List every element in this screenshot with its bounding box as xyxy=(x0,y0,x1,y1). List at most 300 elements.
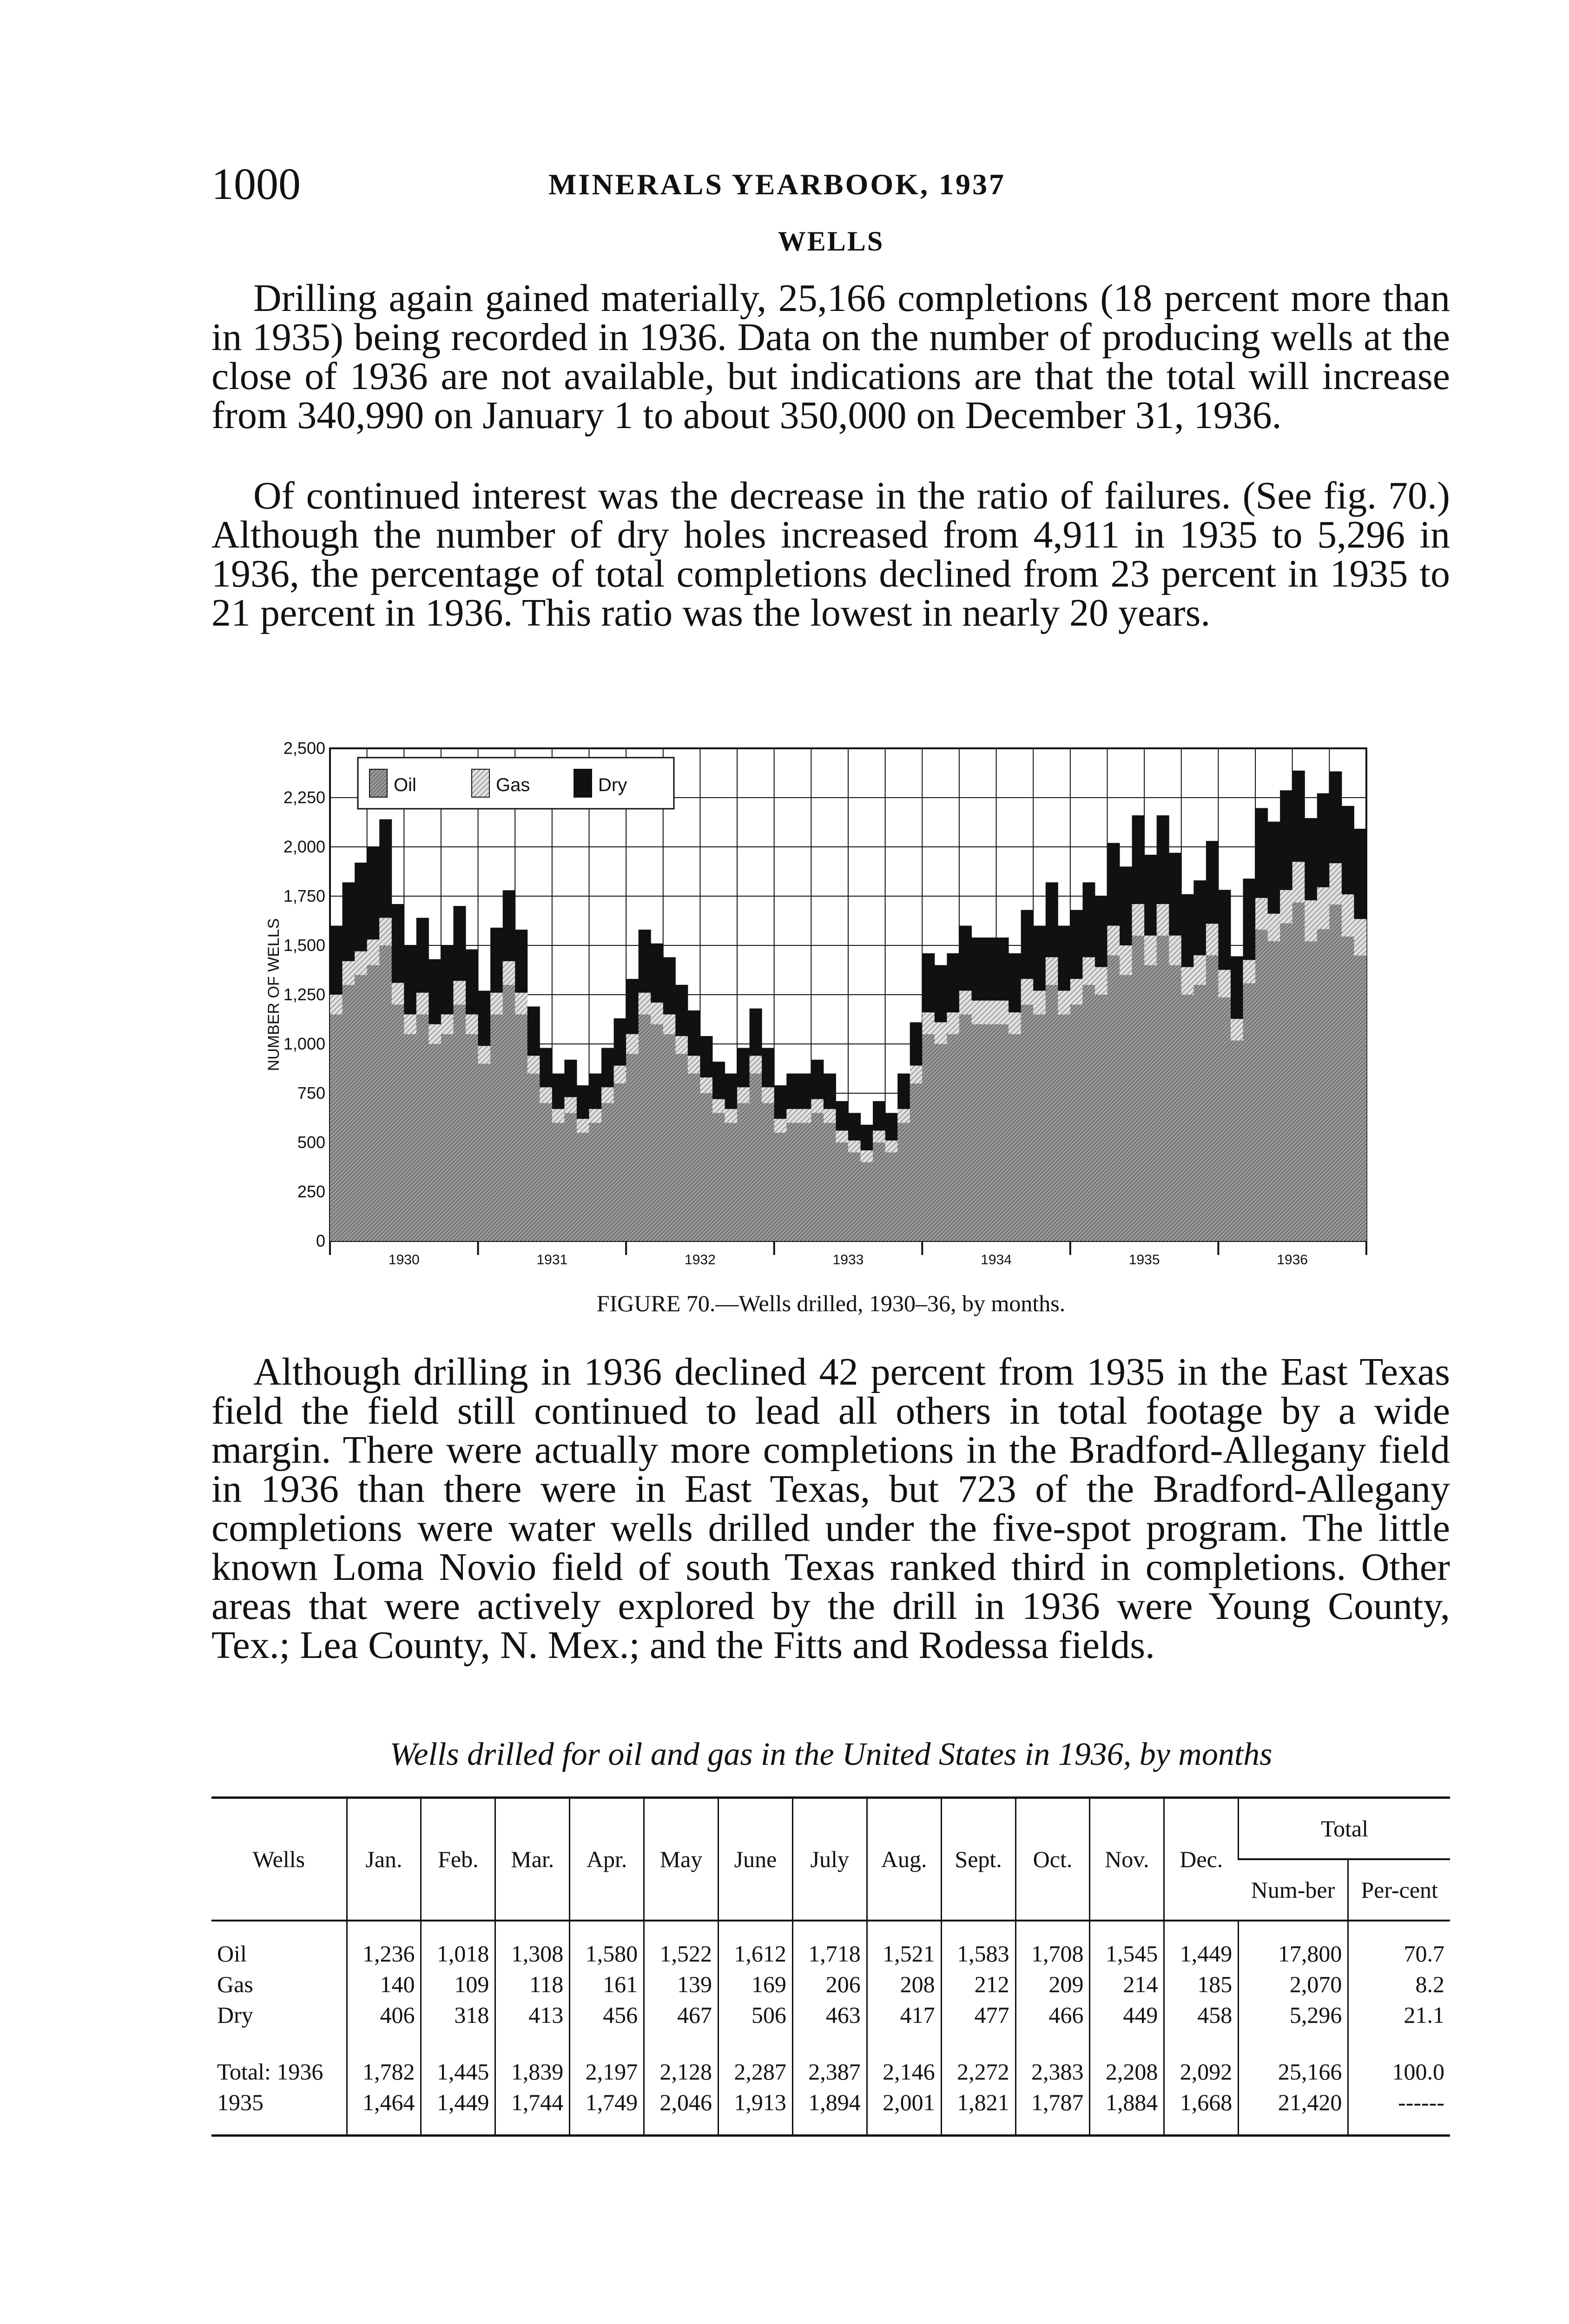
bar-oil xyxy=(343,985,355,1241)
bar-gas xyxy=(639,993,651,1015)
bar-dry xyxy=(1132,815,1145,904)
y-tick-label: 1,750 xyxy=(283,886,325,905)
table-cell: 1,464 xyxy=(347,2087,421,2136)
bar-dry xyxy=(984,938,996,1001)
bar-gas xyxy=(1255,898,1268,930)
bar-gas xyxy=(910,1066,923,1083)
bar-oil xyxy=(1033,1014,1046,1241)
bar-dry xyxy=(786,1074,799,1109)
bar-gas xyxy=(1243,960,1256,983)
bar-dry xyxy=(959,926,972,991)
table-cell: 1,580 xyxy=(570,1921,644,1969)
bar-dry xyxy=(762,1048,774,1087)
table-cell: 2,092 xyxy=(1164,2030,1239,2087)
bar-dry xyxy=(910,1022,923,1065)
col-header-month: Aug. xyxy=(867,1798,941,1921)
table-cell: 1,308 xyxy=(495,1921,570,1969)
bar-dry xyxy=(466,949,478,1014)
row-label: Total: 1936 xyxy=(217,2059,323,2085)
bar-oil xyxy=(330,1014,343,1241)
x-tick-label: 1936 xyxy=(1277,1252,1308,1268)
bar-dry xyxy=(1108,843,1120,926)
bar-gas xyxy=(1021,979,1034,1004)
bar-oil xyxy=(1206,955,1219,1241)
bar-gas xyxy=(651,1003,663,1024)
bar-oil xyxy=(577,1133,589,1241)
table-cell: 456 xyxy=(570,2000,644,2030)
bar-gas xyxy=(675,1036,688,1054)
table-cell: 209 xyxy=(1015,1969,1090,2000)
col-header-total: Total xyxy=(1239,1798,1450,1860)
bar-dry xyxy=(935,965,947,1022)
bar-oil xyxy=(540,1103,552,1241)
chart-legend xyxy=(358,758,674,809)
bar-gas xyxy=(564,1097,577,1113)
section-heading: WELLS xyxy=(778,226,884,257)
bar-oil xyxy=(910,1083,923,1241)
bar-oil xyxy=(750,1074,762,1241)
bar-dry xyxy=(651,944,663,1003)
legend-label: Gas xyxy=(496,775,530,795)
bar-oil xyxy=(836,1142,848,1241)
bar-dry xyxy=(922,953,935,1012)
bar-oil xyxy=(589,1123,602,1241)
bar-dry xyxy=(355,863,367,951)
col-header-month: Apr. xyxy=(570,1798,644,1921)
bar-dry xyxy=(367,847,380,939)
bar-gas xyxy=(1280,890,1292,924)
bar-dry xyxy=(996,938,1009,1001)
bar-dry xyxy=(1206,841,1219,924)
bar-dry xyxy=(799,1074,811,1109)
bar-gas xyxy=(811,1099,824,1113)
bar-gas xyxy=(453,981,466,1004)
bar-oil xyxy=(935,1044,947,1241)
bar-dry xyxy=(626,979,639,1034)
bar-dry xyxy=(885,1113,898,1140)
table-cell: 2,197 xyxy=(570,2030,644,2087)
table-cell: 1,884 xyxy=(1090,2087,1164,2136)
bar-oil xyxy=(897,1123,910,1241)
table-cell: 1,913 xyxy=(719,2087,793,2136)
bar-dry xyxy=(552,1074,565,1109)
row-label: Dry xyxy=(217,2002,253,2028)
table-cell: 1,718 xyxy=(792,1921,867,1969)
bar-gas xyxy=(429,1024,441,1044)
table-cell: 2,387 xyxy=(792,2030,867,2087)
bar-oil xyxy=(663,1034,676,1241)
bar-dry xyxy=(503,890,515,961)
bar-oil xyxy=(1169,965,1181,1241)
bar-gas xyxy=(897,1109,910,1123)
bar-oil xyxy=(996,1024,1009,1241)
table-cell: 1,612 xyxy=(719,1921,793,1969)
bar-dry xyxy=(1305,818,1317,900)
table-row xyxy=(211,1969,1450,2000)
table-cell: 139 xyxy=(644,1969,719,2000)
table-cell: 2,208 xyxy=(1090,2030,1164,2087)
table-cell: 2,146 xyxy=(867,2030,941,2087)
bar-gas xyxy=(1206,924,1219,955)
bar-oil xyxy=(1058,1014,1070,1241)
bar-oil xyxy=(1218,997,1231,1241)
table-row xyxy=(211,2000,1450,2030)
table-cell: 1,708 xyxy=(1015,1921,1090,1969)
bar-gas xyxy=(1193,955,1206,985)
table-cell: 212 xyxy=(941,1969,1015,2000)
table-cell: 1,839 xyxy=(495,2030,570,2087)
bar-oil xyxy=(1046,985,1058,1241)
bar-gas xyxy=(688,1056,700,1073)
bar-oil xyxy=(1268,941,1280,1241)
bar-gas xyxy=(1120,945,1132,975)
bar-dry xyxy=(416,918,429,993)
bar-dry xyxy=(1193,880,1206,955)
bar-gas xyxy=(490,993,503,1015)
table-row xyxy=(211,2087,1450,2136)
col-header-month: May xyxy=(644,1798,719,1921)
bar-dry xyxy=(861,1125,873,1150)
bar-dry xyxy=(478,991,491,1046)
bar-dry xyxy=(1095,896,1108,967)
bar-oil xyxy=(1082,985,1095,1241)
bar-dry xyxy=(663,957,676,1014)
bar-dry xyxy=(392,904,404,983)
bar-oil xyxy=(922,1034,935,1241)
col-header-month: Mar. xyxy=(495,1798,570,1921)
bar-dry xyxy=(1255,808,1268,898)
bar-dry xyxy=(1292,771,1305,862)
bar-gas xyxy=(861,1150,873,1162)
bar-gas xyxy=(725,1109,738,1123)
bar-dry xyxy=(1046,882,1058,957)
bar-gas xyxy=(441,1014,454,1034)
bar-dry xyxy=(971,938,984,1001)
table-row xyxy=(211,1921,1450,1969)
bar-gas xyxy=(1268,914,1280,941)
table-cell: 214 xyxy=(1090,1969,1164,2000)
bar-gas xyxy=(1058,991,1070,1015)
bar-dry xyxy=(1243,878,1256,960)
bar-oil xyxy=(811,1113,824,1241)
bar-dry xyxy=(540,1048,552,1087)
bar-gas xyxy=(343,961,355,985)
running-head: MINERALS YEARBOOK, 1937 xyxy=(548,168,1006,201)
table-cell: 318 xyxy=(421,2000,495,2030)
table-cell: 506 xyxy=(719,2000,793,2030)
bar-gas xyxy=(379,918,392,945)
table-cell: 1,749 xyxy=(570,2087,644,2136)
bar-oil xyxy=(379,945,392,1241)
table-cell: 118 xyxy=(495,1969,570,2000)
table-cell: 1,821 xyxy=(941,2087,1015,2136)
bar-oil xyxy=(614,1083,626,1241)
bar-gas xyxy=(552,1109,565,1123)
table-title: Wells drilled for oil and gas in the United States in 1936, by months xyxy=(389,1736,1272,1772)
bar-oil xyxy=(626,1054,639,1241)
bar-gas xyxy=(663,1014,676,1034)
bar-gas xyxy=(712,1099,725,1113)
bar-oil xyxy=(1329,905,1342,1241)
bar-dry xyxy=(614,1018,626,1066)
bar-gas xyxy=(836,1131,848,1142)
bar-dry xyxy=(515,930,527,993)
table-cell: 185 xyxy=(1164,1969,1239,2000)
bar-gas xyxy=(786,1109,799,1123)
bar-oil xyxy=(1157,936,1169,1241)
bar-gas xyxy=(404,1014,416,1034)
bar-oil xyxy=(1305,941,1317,1241)
table-cell: 161 xyxy=(570,1969,644,2000)
bar-gas xyxy=(416,993,429,1015)
bar-oil xyxy=(947,1034,959,1241)
bar-oil xyxy=(1181,995,1194,1241)
table-cell: 206 xyxy=(792,1969,867,2000)
col-header-month: July xyxy=(792,1798,867,1921)
table-cell: 17,800 xyxy=(1239,1921,1348,1969)
bar-dry xyxy=(1070,910,1083,979)
col-header-month: Sept. xyxy=(941,1798,1015,1921)
bar-oil xyxy=(675,1054,688,1241)
bar-dry xyxy=(527,1006,540,1056)
y-tick-label: 2,500 xyxy=(283,739,325,758)
bar-dry xyxy=(1021,910,1034,979)
bar-gas xyxy=(1009,1012,1021,1034)
bar-oil xyxy=(700,1093,712,1241)
bar-oil xyxy=(1095,995,1108,1241)
bar-gas xyxy=(355,951,367,975)
bar-gas xyxy=(935,1022,947,1044)
legend-label: Dry xyxy=(598,775,627,795)
bar-gas xyxy=(515,993,527,1015)
bar-oil xyxy=(515,1014,527,1241)
table-cell: 1,236 xyxy=(347,1921,421,1969)
table-cell: 1,744 xyxy=(495,2087,570,2136)
x-tick-label: 1932 xyxy=(685,1252,716,1268)
table-body xyxy=(211,1921,1450,2136)
bar-oil xyxy=(601,1103,614,1241)
bar-oil xyxy=(453,1004,466,1241)
col-header-percent: Per-cent xyxy=(1348,1859,1450,1921)
bar-dry xyxy=(441,945,454,1014)
row-label: 1935 xyxy=(217,2089,264,2115)
table-cell: 1,894 xyxy=(792,2087,867,2136)
bar-dry xyxy=(1317,793,1330,887)
bar-oil xyxy=(503,985,515,1241)
bar-oil xyxy=(564,1113,577,1241)
bar-gas xyxy=(330,995,343,1014)
y-tick-label: 500 xyxy=(297,1133,325,1152)
bar-dry xyxy=(712,1062,725,1099)
table-cell: 1,449 xyxy=(421,2087,495,2136)
table-cell: 406 xyxy=(347,2000,421,2030)
bar-gas xyxy=(1231,1019,1243,1040)
bar-gas xyxy=(1329,863,1342,905)
bar-dry xyxy=(429,959,441,1024)
col-header-month: Dec. xyxy=(1164,1798,1239,1921)
bar-oil xyxy=(984,1024,996,1241)
bar-dry xyxy=(848,1113,861,1140)
table-cell: 2,046 xyxy=(644,2087,719,2136)
bar-dry xyxy=(343,882,355,961)
table-cell: 208 xyxy=(867,1969,941,2000)
bar-dry xyxy=(1181,894,1194,967)
bar-gas xyxy=(1342,894,1354,937)
y-axis-label: NUMBER OF WELLS xyxy=(265,918,283,1071)
bar-oil xyxy=(1021,1004,1034,1241)
col-header-month: Feb. xyxy=(421,1798,495,1921)
table-cell: 140 xyxy=(347,1969,421,2000)
table-cell: 21,420 xyxy=(1239,2087,1348,2136)
table-cell: 25,166 xyxy=(1239,2030,1348,2087)
bar-dry xyxy=(1169,853,1181,936)
bar-gas xyxy=(1181,967,1194,995)
bar-oil xyxy=(1317,929,1330,1241)
bar-gas xyxy=(1157,904,1169,936)
table-cell: 2,383 xyxy=(1015,2030,1090,2087)
bar-oil xyxy=(725,1123,738,1241)
table-cell: 2,272 xyxy=(941,2030,1015,2087)
bar-dry xyxy=(737,1048,750,1087)
bar-dry xyxy=(577,1085,589,1119)
bar-dry xyxy=(453,906,466,981)
bar-oil xyxy=(824,1123,836,1241)
bar-dry xyxy=(1354,829,1366,919)
bar-gas xyxy=(503,961,515,985)
y-tick-label: 750 xyxy=(297,1083,325,1103)
bar-dry xyxy=(1120,866,1132,945)
bar-dry xyxy=(897,1074,910,1109)
bar-dry xyxy=(824,1074,836,1109)
bar-oil xyxy=(367,965,380,1241)
paragraph-east-texas: Although drilling in 1936 declined 42 percent from 1935 in the East Texas field the field still continued to lead all others in total footage by a wide margin. There were actually more completions in the Bradford-Allegany field in 1936 than there were in East Texas, but 723 of the Bradford-Allegany completions were water wells drilled under the five-spot program. The little known Loma Novio field of south Texas ranked third in completions. Other areas that were actively explored by the drill in 1936 were Young County, Tex.; Lea County, N. Mex.; and the Fitts and Rodessa fields. xyxy=(211,1350,1450,1667)
table-cell: 463 xyxy=(792,2000,867,2030)
bar-dry xyxy=(947,953,959,1012)
bar-oil xyxy=(799,1123,811,1241)
legend-swatch xyxy=(472,769,489,797)
col-header-month: Nov. xyxy=(1090,1798,1164,1921)
bar-oil xyxy=(1292,903,1305,1241)
y-tick-label: 0 xyxy=(316,1231,325,1250)
bar-oil xyxy=(404,1034,416,1241)
paragraph-failures: Of continued interest was the decrease in the ratio of failures. (See fig. 70.) Although the number of dry holes increased from 4,911 in 1935 to 5,296 in 1936, the percentage of total completions declined from 23 percent in 1935 to 21 percent in 1936. This ratio was the lowest in nearly 20 years. xyxy=(211,474,1450,634)
bar-oil xyxy=(712,1113,725,1241)
bar-gas xyxy=(700,1077,712,1093)
bar-gas xyxy=(1132,904,1145,936)
bar-gas xyxy=(1108,926,1120,956)
bar-oil xyxy=(490,1014,503,1241)
bar-dry xyxy=(1342,806,1354,894)
y-tick-label: 1,250 xyxy=(283,985,325,1004)
bar-oil xyxy=(1009,1034,1021,1241)
bar-oil xyxy=(688,1074,700,1241)
table-cell: 1,521 xyxy=(867,1921,941,1969)
bar-dry xyxy=(601,1048,614,1087)
bar-dry xyxy=(774,1085,787,1119)
table-cell: 1,449 xyxy=(1164,1921,1239,1969)
bar-gas xyxy=(478,1046,491,1063)
bar-dry xyxy=(688,1010,700,1056)
bar-oil xyxy=(552,1123,565,1241)
y-tick-label: 250 xyxy=(297,1182,325,1201)
bar-dry xyxy=(1280,790,1292,890)
bar-oil xyxy=(1255,930,1268,1241)
x-tick-label: 1934 xyxy=(981,1252,1012,1268)
x-tick-label: 1933 xyxy=(832,1252,864,1268)
bar-oil xyxy=(392,1004,404,1241)
bar-oil xyxy=(737,1103,750,1241)
bar-oil xyxy=(1243,983,1256,1241)
table-cell: 1,545 xyxy=(1090,1921,1164,1969)
bar-dry xyxy=(1231,956,1243,1019)
bar-dry xyxy=(675,985,688,1036)
bar-dry xyxy=(873,1101,885,1131)
table-cell: 2,287 xyxy=(719,2030,793,2087)
table-cell: 1,583 xyxy=(941,1921,1015,1969)
bar-gas xyxy=(367,939,380,965)
col-header-wells: Wells xyxy=(211,1798,347,1921)
bar-oil xyxy=(1132,936,1145,1241)
table-cell: 1,445 xyxy=(421,2030,495,2087)
bar-gas xyxy=(392,983,404,1005)
bar-gas xyxy=(1144,936,1157,965)
bar-dry xyxy=(750,1009,762,1056)
bar-gas xyxy=(589,1109,602,1123)
table-cell: 449 xyxy=(1090,2000,1164,2030)
legend-swatch xyxy=(369,769,387,797)
bar-dry xyxy=(1082,882,1095,957)
bar-dry xyxy=(1058,926,1070,991)
bar-gas xyxy=(996,1001,1009,1024)
bar-dry xyxy=(1144,855,1157,936)
bar-oil xyxy=(762,1103,774,1241)
legend-label: Oil xyxy=(394,775,416,795)
bar-oil xyxy=(861,1162,873,1241)
bar-gas xyxy=(824,1109,836,1123)
table-cell: 169 xyxy=(719,1969,793,2000)
bar-gas xyxy=(1082,957,1095,984)
table-cell: ------ xyxy=(1348,2087,1450,2136)
bar-gas xyxy=(1169,936,1181,965)
bar-oil xyxy=(1342,937,1354,1241)
bar-oil xyxy=(848,1152,861,1241)
bar-dry xyxy=(1329,772,1342,864)
bar-oil xyxy=(786,1123,799,1241)
wells-drilled-chart xyxy=(242,734,1431,1283)
row-label: Oil xyxy=(217,1941,247,1967)
bar-oil xyxy=(959,1014,972,1241)
bar-dry xyxy=(564,1060,577,1097)
bar-oil xyxy=(1193,985,1206,1241)
bar-oil xyxy=(1231,1040,1243,1241)
bar-gas xyxy=(984,1001,996,1024)
bar-oil xyxy=(639,1014,651,1241)
bar-dry xyxy=(639,930,651,993)
bar-oil xyxy=(1108,955,1120,1241)
bar-gas xyxy=(1033,991,1046,1015)
bar-oil xyxy=(1070,1004,1083,1241)
table-cell: 21.1 xyxy=(1348,2000,1450,2030)
wells-table xyxy=(211,1796,1450,2137)
bar-gas xyxy=(799,1109,811,1123)
y-tick-label: 2,250 xyxy=(283,788,325,807)
bar-gas xyxy=(1218,970,1231,997)
table-row xyxy=(211,2030,1450,2087)
bar-oil xyxy=(466,1034,478,1241)
bar-gas xyxy=(1305,900,1317,941)
bar-dry xyxy=(404,945,416,1014)
bar-gas xyxy=(466,1014,478,1034)
